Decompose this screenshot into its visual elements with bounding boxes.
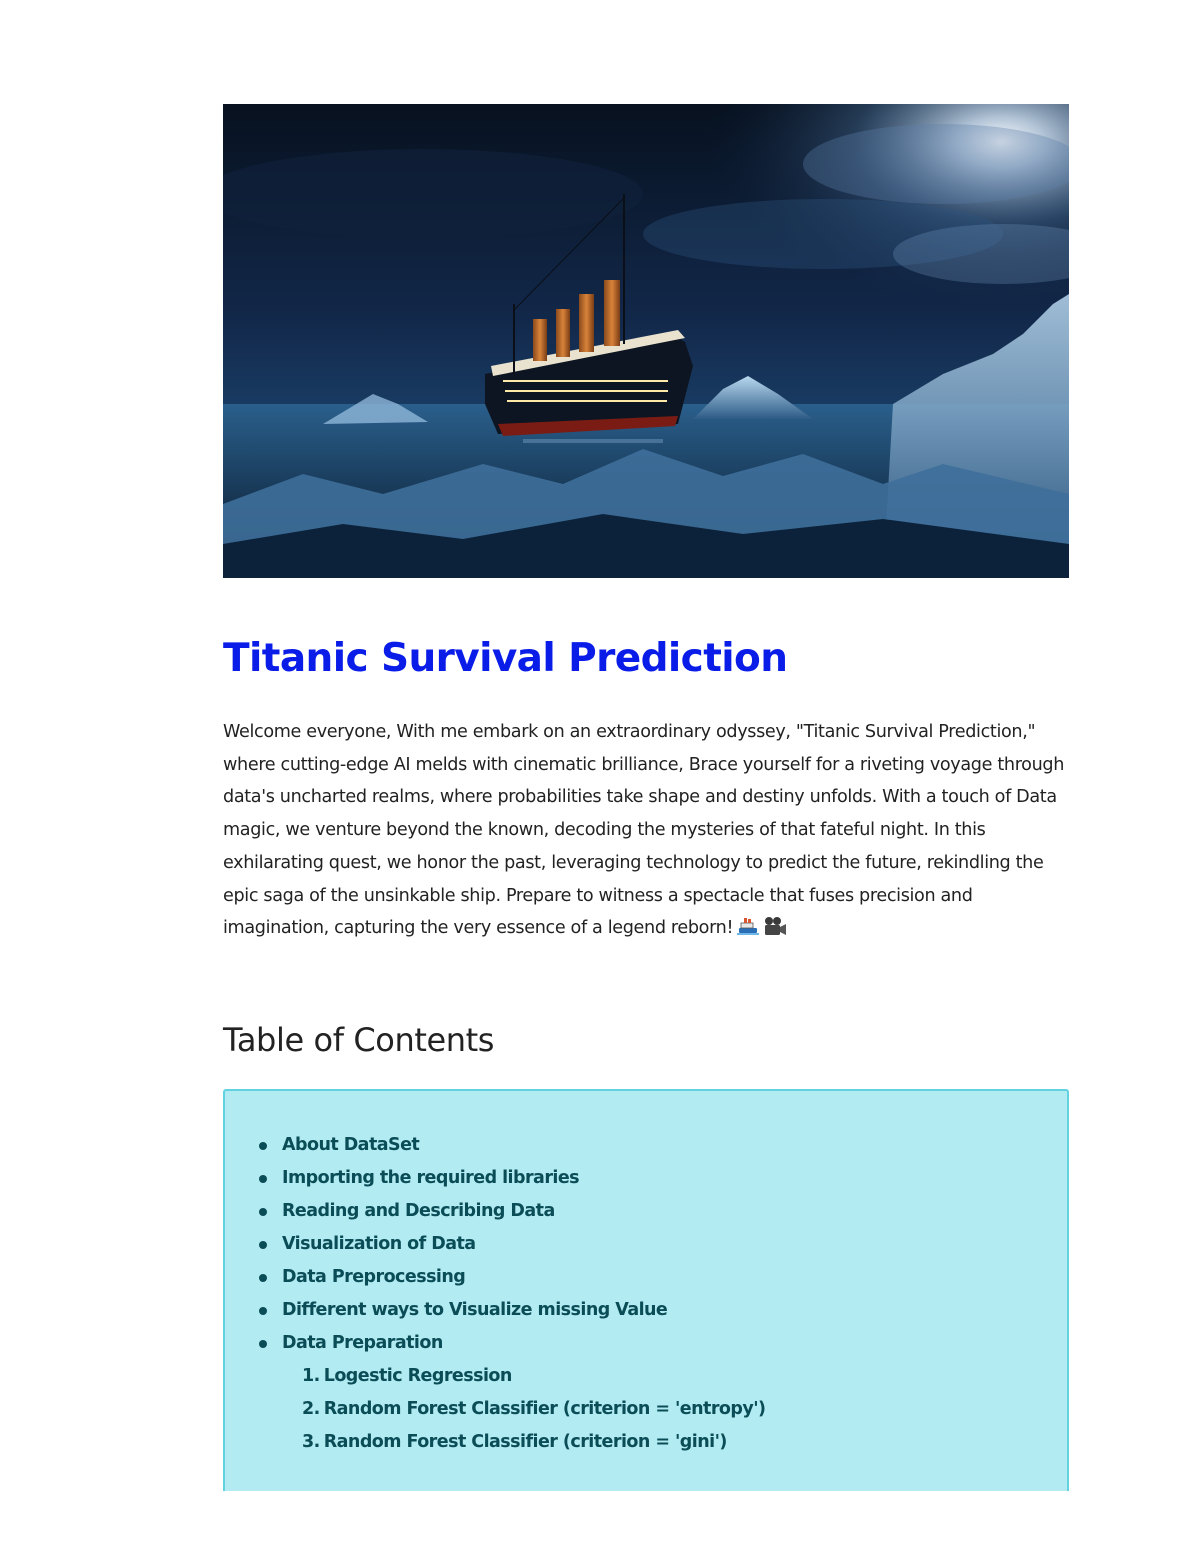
ship-icon <box>737 915 759 948</box>
toc-link[interactable]: Different ways to Visualize missing Value <box>282 1300 668 1320</box>
bullet-icon <box>259 1307 267 1315</box>
toc-item[interactable] <box>257 1195 765 1228</box>
bullet-icon <box>259 1208 267 1216</box>
toc-item[interactable] <box>257 1129 765 1162</box>
toc-link[interactable]: About DataSet <box>282 1135 420 1155</box>
toc-subitem-number: 3. <box>302 1432 320 1452</box>
toc-link[interactable]: Visualization of Data <box>282 1234 476 1254</box>
toc-item[interactable] <box>257 1162 765 1195</box>
toc-subitem[interactable] <box>257 1360 765 1393</box>
toc-heading: Table of Contents <box>223 1021 495 1059</box>
toc-list <box>257 1129 765 1459</box>
bullet-icon <box>259 1241 267 1249</box>
toc-subitem[interactable] <box>257 1393 765 1426</box>
film-camera-icon <box>763 915 787 948</box>
toc-subitem-number: 1. <box>302 1366 320 1386</box>
toc-sublink[interactable]: Logestic Regression <box>323 1366 512 1386</box>
page-title: Titanic Survival Prediction <box>223 636 788 681</box>
toc-subitem-number: 2. <box>302 1399 320 1419</box>
toc-sublink[interactable]: Random Forest Classifier (criterion = 'entropy') <box>323 1399 766 1419</box>
bullet-icon <box>259 1175 267 1183</box>
intro-text: Welcome everyone, With me embark on an extraordinary odyssey, "Titanic Survival Prediction," where cutting-edge AI melds with cinematic brilliance, Brace yourself for a riveting voyage through data's uncharted realms, where probabilities take shape and destiny unfolds. With a touch of Data magic, we venture beyond the known, decoding the mysteries of that fateful night. In this exhilarating quest, we honor the past, leveraging technology to predict the future, rekindling the epic saga of the unsinkable ship. Prepare to witness a spectacle that fuses precision and imagination, capturing the very essence of a legend reborn! <box>223 722 1065 939</box>
hero-image <box>223 104 1069 578</box>
bullet-icon <box>259 1274 267 1282</box>
toc-link[interactable]: Data Preprocessing <box>282 1267 466 1287</box>
toc-link[interactable]: Importing the required libraries <box>282 1168 580 1188</box>
toc-link[interactable]: Reading and Describing Data <box>282 1201 555 1221</box>
bullet-icon <box>259 1340 267 1348</box>
toc-item[interactable] <box>257 1261 765 1294</box>
bullet-icon <box>259 1142 267 1150</box>
toc-box <box>223 1089 1069 1491</box>
toc-link[interactable]: Data Preparation <box>282 1333 443 1353</box>
toc-item[interactable] <box>257 1294 765 1327</box>
toc-item[interactable] <box>257 1327 765 1360</box>
intro-paragraph <box>223 716 1069 948</box>
toc-sublink[interactable]: Random Forest Classifier (criterion = 'gini') <box>323 1432 727 1452</box>
toc-item[interactable] <box>257 1228 765 1261</box>
toc-subitem[interactable] <box>257 1426 765 1459</box>
